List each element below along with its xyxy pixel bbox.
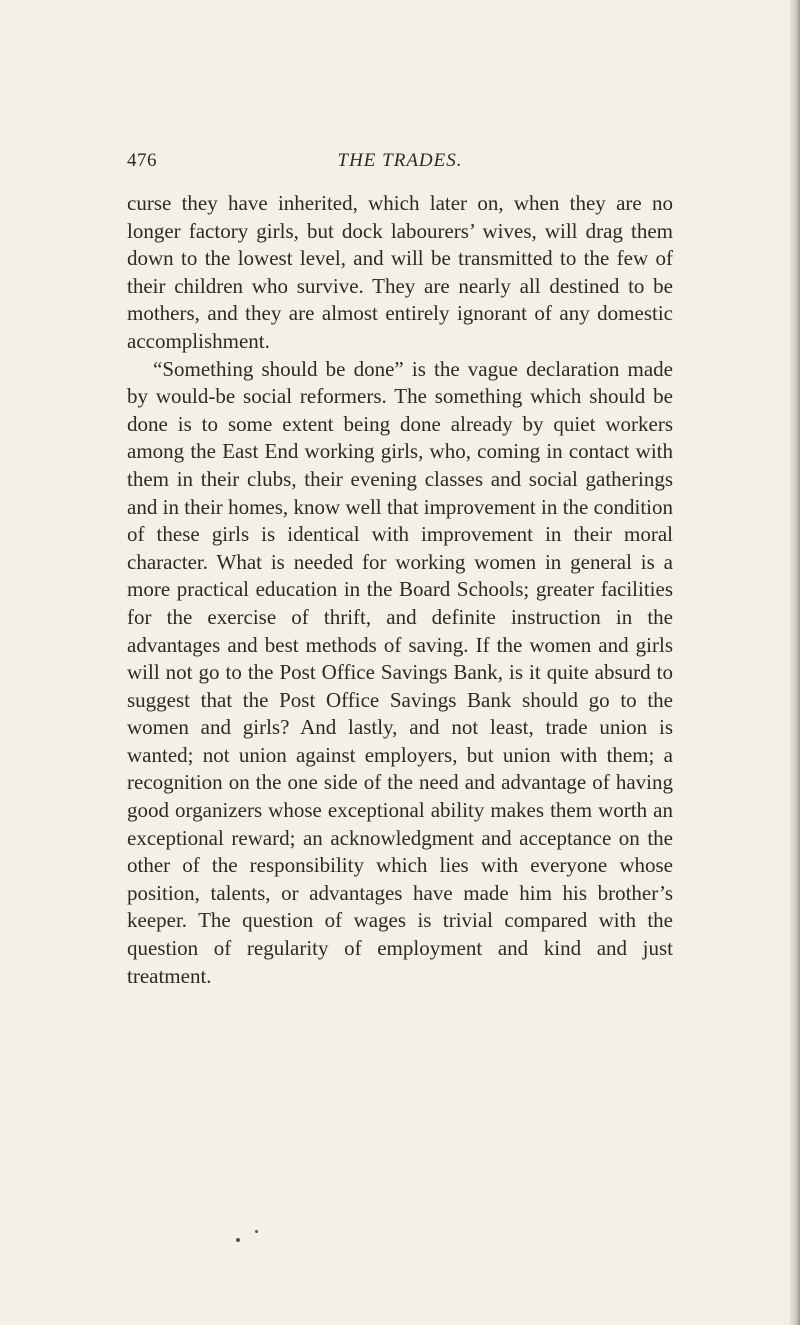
paragraph-2: “Something should be done” is the vague declaration made by would-be social reformers. The something which should be done is to some extent being done already by quiet workers among the East End working girls, who, coming in contact with them in their clubs, their evening classes and social gatherings and in their homes, know well that improvement in the condition of these girls is identical with improvement in their moral character. What is needed for working women in general is a more practical education in the Board Schools; greater facilities for the exercise of thrift, and definite instruction in the advantages and best methods of saving. If the women and girls will not go to the Post Office Savings Bank, is it quite absurd to suggest that the Post Office Savings Bank should go to the women and girls? And lastly, and not least, trade union is wanted; not union against employers, but union with them; a recognition on the one side of the need and advantage of having good organizers whose exceptional ability makes them worth an exceptional reward; an acknowledgment and acceptance on the other of the responsibility which lies with everyone whose position, talents, or advantages have made him his brother’s keeper. The question of wages is trivial compared with the question of regularity of employment and kind and just treatment. xyxy=(127,356,673,988)
ink-speck xyxy=(255,1230,258,1233)
ink-speck xyxy=(236,1238,240,1242)
running-title: THE TRADES. xyxy=(337,150,463,171)
page-number: 476 xyxy=(127,150,157,171)
paragraph-1: curse they have inherited, which later on, when they are no longer factory girls, but dock labourers’ wives, will drag them down to the lowest level, and will be transmitted to the few of their children who survive. They are nearly all destined to be mothers, and they are almost entirely ignorant of any domestic accomplishment. xyxy=(127,191,673,353)
page-edge-shadow xyxy=(790,0,800,1325)
page-header xyxy=(127,150,673,176)
body-text xyxy=(127,190,673,990)
